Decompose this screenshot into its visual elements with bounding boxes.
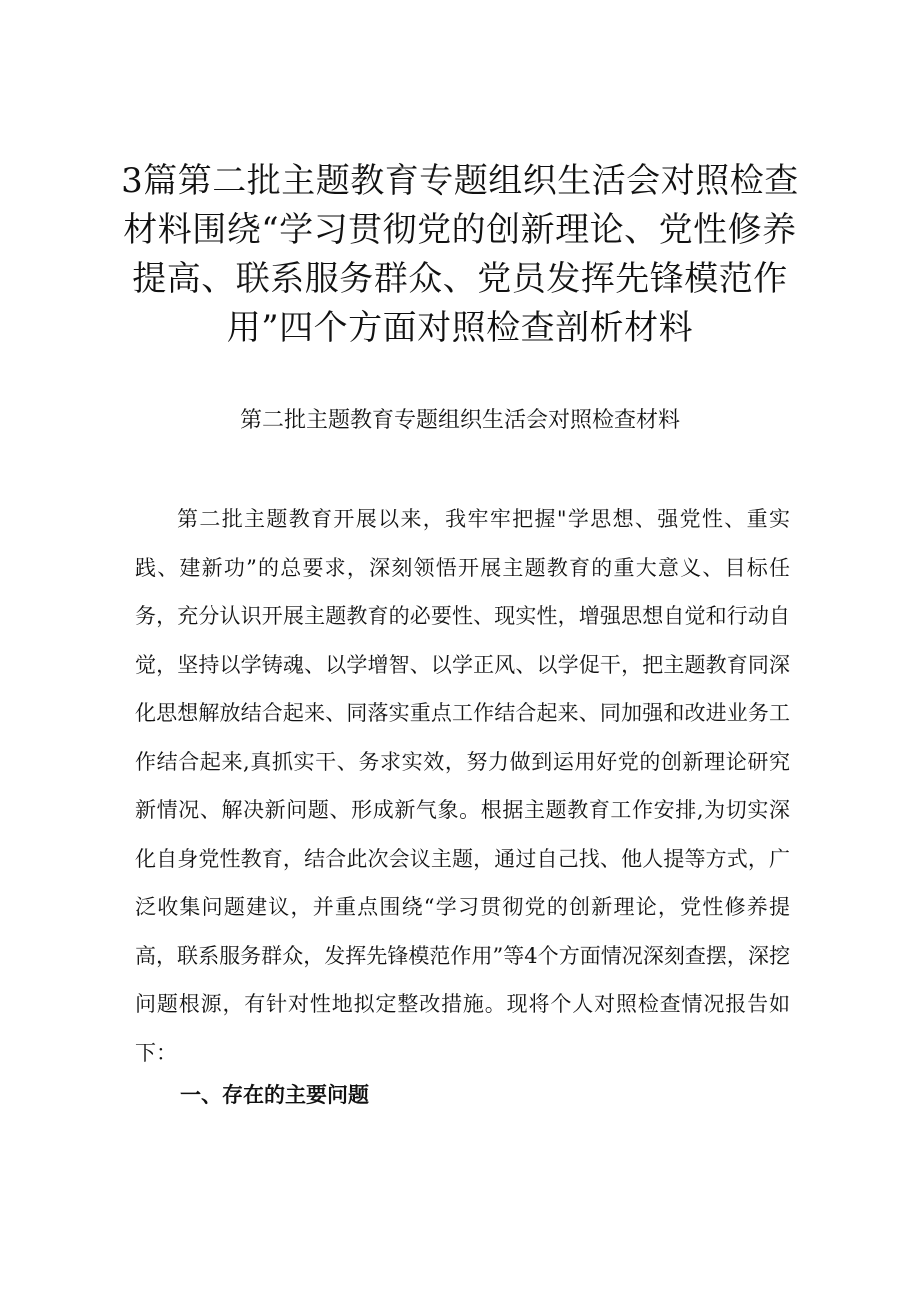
section-heading: 一、存在的主要问题 xyxy=(180,1083,369,1107)
body-paragraph: 第二批主题教育开展以来，我牢牢把握"学思想、强党性、重实践、建新功”的总要求，深刻领悟开展主题教育的重大意义、目标任务，充分认识开展主题教育的必要性、现实性，增强思想自觉和行动自觉，坚持以学铸魂、以学增智、以学正风、以学促干，把主题教育同深化思想解放结合起来、同落实重点工作结合起来、同加强和改进业务工作结合起来,真抓实干、务求实效，努力做到运用好党的创新理论研究新情况、解决新问题、形成新气象。根据主题教育工作安排,为切实深化自身党性教育，结合此次会议主题，通过自己找、他人提等方式，广泛收集问题建议，并重点围绕“学习贯彻党的创新理论，党性修养提高，联系服务群众，发挥先锋模范作用”等4个方面情况深刻查摆，深挖问题根源，有针对性地拟定整改措施。现将个人对照检查情况报告如下： xyxy=(135,507,790,1065)
document-title: 3篇第二批主题教育专题组织生活会对照检查材料围绕“学习贯彻党的创新理论、党性修养提高、联系服务群众、党员发挥先锋模范作用”四个方面对照检查剖析材料 xyxy=(121,161,799,348)
document-subtitle: 第二批主题教育专题组织生活会对照检查材料 xyxy=(239,408,680,433)
